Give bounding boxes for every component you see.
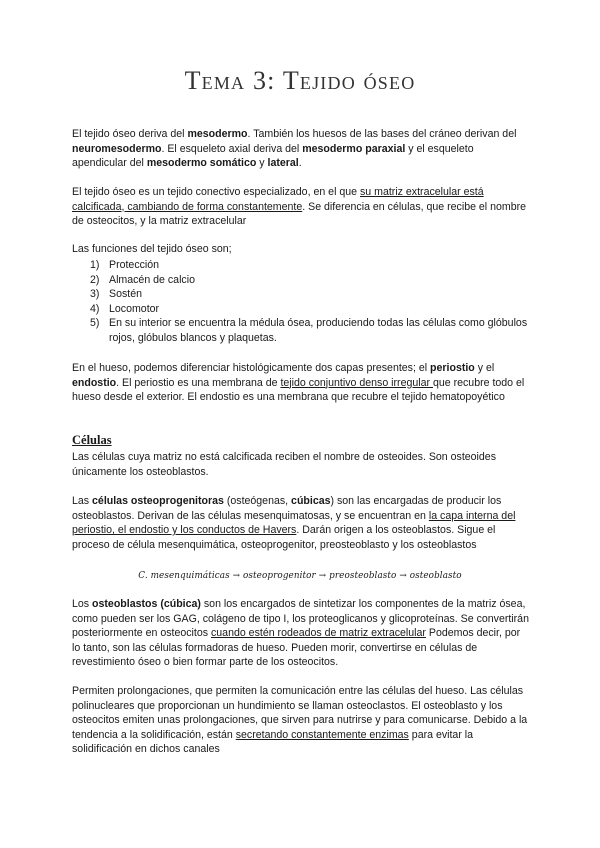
text-span: y — [256, 157, 268, 170]
bold-term: mesodermo — [187, 128, 248, 140]
list-number: 5) — [90, 317, 100, 330]
text-span: . También los huesos de las bases del cráneo derivan del — [247, 128, 517, 140]
text-span: son los encargados de sintetizar los componentes de la matriz ósea, como pueden ser los GAG, colágeno de tipo I, los proteoglicanos y glicoproteínas. Se convertirán posteriormente en osteocitos — [72, 598, 529, 640]
text-span: . El periostio es una membrana de — [116, 376, 281, 389]
bold-term: mesodermo somático — [146, 157, 257, 170]
text-span: . Darán origen a los osteoblastos. Sigue el proceso de célula mesenquimática, osteoprogenitor, preosteoblasto y los osteoblastos — [72, 524, 496, 551]
text-span: . Se diferencia en células, que recibe el nombre de osteocitos, y la matriz extracelular — [72, 200, 527, 228]
list-item — [90, 273, 530, 288]
paragraph-definition — [72, 185, 530, 229]
text-span: . El esqueleto axial deriva del — [161, 142, 303, 155]
text-span: Permiten prolongaciones, que permiten la comunicación entre las células del hueso. Las células polinucleares que proporcionan un hundimiento se llaman osteoclastos. El osteoblasto y los osteocitos emiten unas prolongaciones, que sirven para nutrirse y para comunicarse. Debido a la tendencia a la solidificación, están — [72, 685, 528, 741]
paragraph-origin — [72, 127, 530, 171]
list-item-text: Locomotor — [109, 302, 160, 315]
bold-term: periostio — [430, 362, 475, 374]
bold-term: células osteoprogenitoras — [92, 495, 224, 507]
list-item-text: Sostén — [109, 288, 142, 301]
list-item-text: En su interior se encuentra la médula ósea, produciendo todas las células como glóbulos rojos, glóbulos blancos y plaquetas. — [109, 317, 528, 344]
text-span: (osteógenas, — [223, 495, 292, 507]
bold-term: mesodermo paraxial — [302, 142, 406, 155]
text-span: y el esqueleto apendicular del — [72, 142, 474, 170]
list-item — [90, 316, 530, 345]
paragraph-layers — [72, 361, 530, 405]
text-span: para evitar la solidificación en dichos canales — [72, 728, 474, 756]
list-item — [90, 258, 530, 273]
text-span: Las — [72, 495, 93, 507]
underlined-text: la capa interna del periostio, el endostio y los conductos de Havers — [72, 509, 516, 537]
underlined-text: cuando estén rodeados de matriz extracelular — [210, 627, 426, 640]
bold-term: neuromesodermo — [72, 142, 162, 155]
list-number: 4) — [90, 302, 100, 315]
paragraph-functions-intro: Las funciones del tejido óseo son; — [72, 243, 232, 255]
paragraph-prolongations — [72, 684, 530, 757]
list-number: 1) — [90, 259, 100, 271]
list-number: 2) — [90, 273, 100, 286]
cell-lineage-formula: C. mesenquimáticas → osteoprogenitor → preosteoblasto → osteoblasto — [138, 571, 462, 581]
bold-term: osteoblastos (cúbica) — [92, 598, 201, 610]
paragraph-osteoids: Las células cuya matriz no está calcificada reciben el nombre de osteoides. Son osteoides únicamente los osteoblastos. — [72, 451, 496, 478]
section-heading-cells: Células — [72, 433, 112, 447]
paragraph-osteoprogenitor — [72, 494, 530, 552]
text-span: ) son las encargadas de producir los osteoblastos. Derivan de las células mesenquimatosas, y se encuentran en — [72, 495, 502, 522]
list-number: 3) — [90, 288, 100, 301]
text-span: El tejido óseo deriva del — [72, 128, 188, 140]
paragraph-osteoblasts — [72, 597, 530, 670]
underlined-text: tejido conjuntivo denso irregular — [280, 376, 433, 389]
bold-term: lateral — [267, 157, 299, 170]
list-item-text: Protección — [109, 259, 160, 271]
text-span: y el — [474, 362, 495, 374]
text-span: Los — [72, 598, 93, 610]
underlined-text: secretando constantemente enzimas — [235, 728, 409, 741]
page-title: Tema 3: Tejido óseo — [184, 66, 416, 95]
list-item-text: Almacén de calcio — [109, 273, 195, 286]
text-span: . — [298, 157, 302, 170]
text-span: Podemos decir, por lo tanto, son las células formadoras de hueso. Pueden morir, convertirse en células de revestimiento óseo o bien formar parte de los osteocitos. — [72, 627, 521, 669]
underlined-text: su matriz extracelular está calcificada, cambiando de forma constantemente — [72, 186, 484, 213]
list-item — [90, 302, 530, 317]
functions-list — [90, 258, 530, 346]
text-span: que recubre todo el hueso desde el exterior. El endostio es una membrana que recubre el tejido hematopoyético — [72, 376, 525, 404]
list-item — [90, 287, 530, 302]
bold-term: cúbicas — [291, 495, 331, 507]
text-span: El tejido óseo es un tejido conectivo especializado, en el que — [72, 186, 360, 198]
bold-term: endostio — [72, 376, 117, 389]
text-span: En el hueso, podemos diferenciar histológicamente dos capas presentes; el — [72, 362, 431, 374]
